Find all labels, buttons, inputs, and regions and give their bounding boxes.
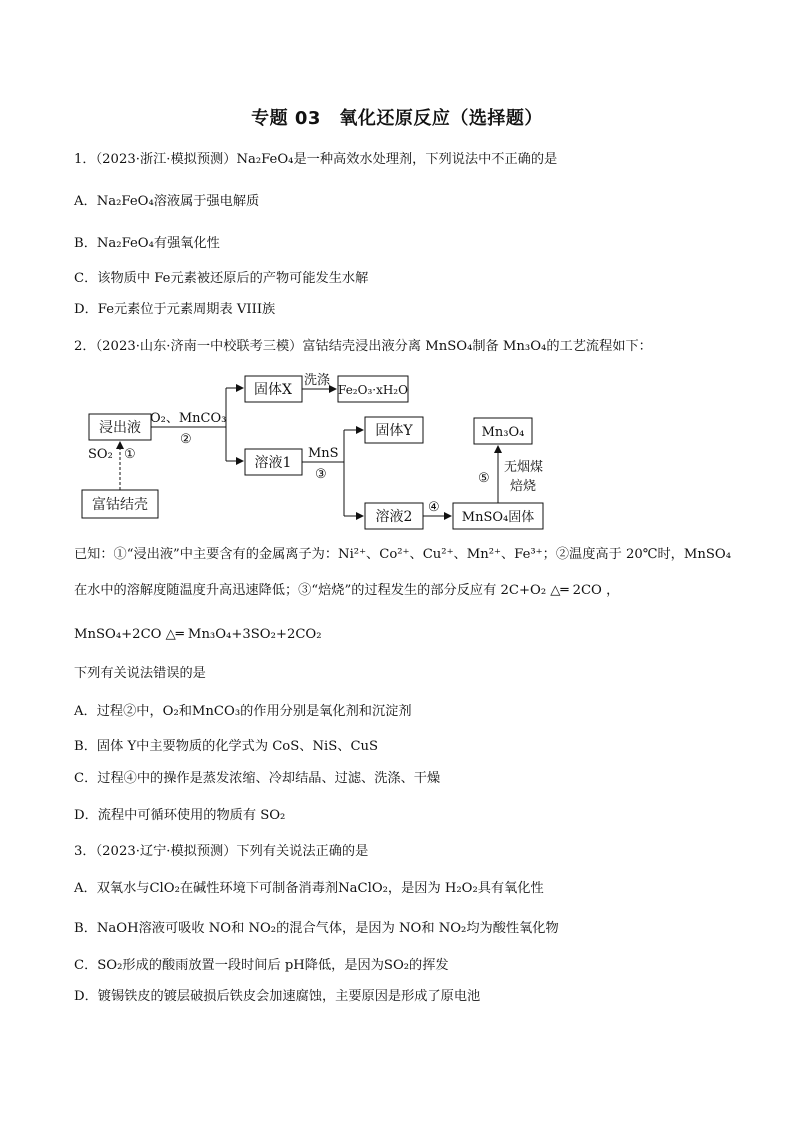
label-step1: ① — [124, 447, 136, 462]
label-wash: 洗涤 — [304, 373, 331, 388]
box-fe: Fe₂O₃·xH₂O — [338, 383, 408, 397]
label-mns: MnS — [308, 446, 339, 461]
q2-ask: 下列有关说法错误的是 — [74, 666, 206, 681]
q3-option-b: B．NaOH溶液可吸收 NO和 NO₂的混合气体，是因为 NO和 NO₂均为酸性氧化物 — [74, 921, 559, 936]
label-step4: ④ — [428, 500, 440, 515]
box-sol2: 溶液2 — [375, 509, 413, 525]
box-solidY: 固体Y — [375, 423, 413, 439]
q2-known-2: 在水中的溶解度随温度升高迅速降低；③“焙烧”的过程发生的部分反应有 2C+O₂ △═ 2CO ， — [74, 583, 620, 598]
q1-source: 1．（2023·浙江·模拟预测） — [74, 152, 237, 167]
label-roast: 焙烧 — [510, 479, 537, 494]
label-step5: ⑤ — [478, 471, 490, 486]
q1-formula: Na₂FeO₄ — [236, 152, 294, 167]
box-crust: 富钴结壳 — [92, 497, 148, 513]
box-mnso4: MnSO₄固体 — [461, 510, 535, 525]
q1-option-b: B．Na₂FeO₄有强氧化性 — [74, 236, 220, 251]
label-step3: ③ — [315, 467, 327, 482]
box-mn3o4: Mn₃O₄ — [481, 425, 525, 440]
q3-option-d: D．镀锡铁皮的镀层破损后铁皮会加速腐蚀，主要原因是形成了原电池 — [74, 989, 481, 1004]
q1-option-a: A．Na₂FeO₄溶液属于强电解质 — [74, 194, 260, 209]
page-title: 专题 03 氧化还原反应（选择题） — [251, 108, 543, 129]
q3-stem: 3．（2023·辽宁·模拟预测）下列有关说法正确的是 — [74, 844, 369, 859]
q2-known-3: MnSO₄+2CO △═ Mn₃O₄+3SO₂+2CO₂ — [74, 627, 322, 642]
q3-option-c: C．SO₂形成的酸雨放置一段时间后 pH降低，是因为SO₂的挥发 — [74, 958, 449, 973]
label-coal: 无烟煤 — [504, 460, 544, 475]
box-leach: 浸出液 — [99, 420, 141, 436]
q3-option-a: A．双氧水与ClO₂在碱性环境下可制备消毒剂NaClO₂，是因为 H₂O₂具有氧化性 — [74, 881, 544, 896]
q2-option-c: C．过程④中的操作是蒸发浓缩、冷却结晶、过滤、洗涤、干燥 — [74, 771, 441, 786]
q2-option-b: B．固体 Y中主要物质的化学式为 CoS、NiS、CuS — [74, 739, 379, 754]
q1-option-c: C．该物质中 Fe元素被还原后的产物可能发生水解 — [74, 271, 369, 286]
q1-option-d: D．Fe元素位于元素周期表 VIII族 — [74, 302, 276, 317]
box-sol1: 溶液1 — [254, 455, 292, 471]
q2-known-1: 已知：①“浸出液”中主要含有的金属离子为：Ni²⁺、Co²⁺、Cu²⁺、Mn²⁺、Fe³⁺；②温度高于 20℃时，MnSO₄ — [74, 547, 731, 562]
label-o2-mnco3: O₂、MnCO₃ — [150, 411, 227, 426]
q1-stem-text: 是一种高效水处理剂，下列说法中不正确的是 — [293, 152, 558, 167]
q2-option-d: D．流程中可循环使用的物质有 SO₂ — [74, 808, 286, 823]
label-step2: ② — [180, 432, 192, 447]
box-solidX: 固体X — [254, 382, 292, 398]
q2-stem: 2．（2023·山东·济南一中校联考三模）富钴结壳浸出液分离 MnSO₄制备 Mn₃O₄的工艺流程如下： — [74, 339, 652, 354]
q2-option-a: A．过程②中，O₂和MnCO₃的作用分别是氧化剂和沉淀剂 — [74, 704, 412, 719]
label-so2: SO₂ — [88, 447, 113, 462]
